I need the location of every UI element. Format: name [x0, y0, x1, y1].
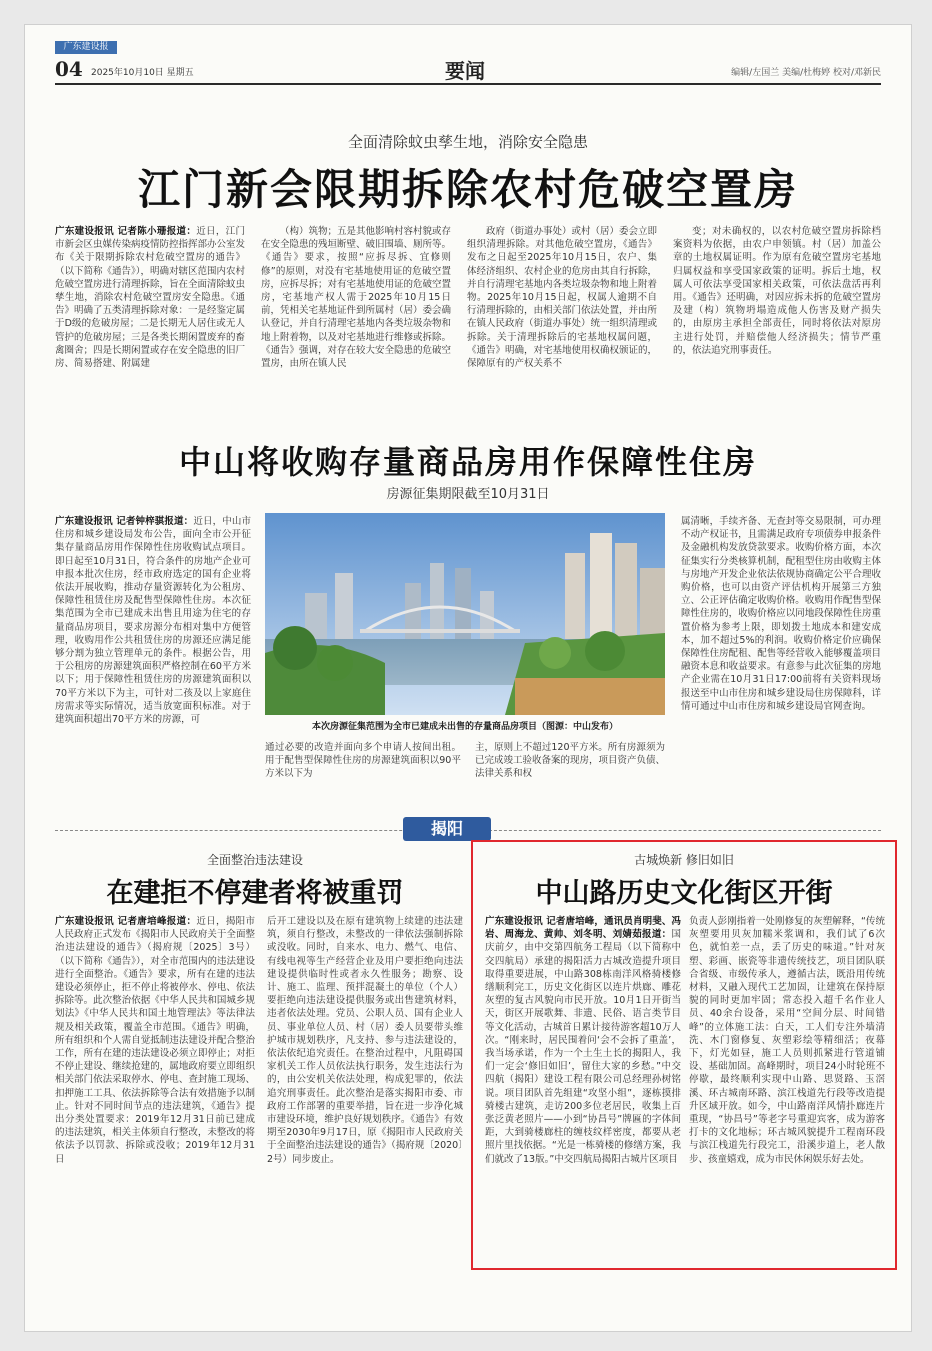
issue-date: 2025年10月10日 星期五 [91, 68, 194, 78]
article3-byline: 广东建设报讯 记者唐培峰报道： [55, 916, 197, 927]
article2-col3: 主，原则上不超过120平方米。所有房源须为已完成竣工验收备案的现房，项目资产负债、法律关系和权 [475, 742, 665, 780]
article3-col2: 后开工建设以及在原有建筑物上续建的违法建筑，须自行整改，未整改的一律依法强制拆除或没收。同时，自来水、电力、燃气、电信、有线电视等生产经营企业及用户要拒绝向违法建设提供临时性或者永久性服务；勘察、设计、施工、监理、预拌混凝土的单位（个人）要拒绝向违法建设提供服务或出售建筑材料，违者依法处理。党员、公职人员、国有企业人员、事业单位人员、村（居）委人员要带头维护城市规划秩序，凡支持、参与违法建设的，依法依纪追究责任。在整治过程中，凡阻碍国家机关工作人员依法执行职务，发生违法行为的，由公安机关依法处理，构成犯罪的，依法追究刑事责任。此次整治是落实揭阳市委、市政府工作部署的重要举措，旨在进一步净化城市建设环境，维护良好规划秩序。《通告》有效期至2030年9月17日，原《揭阳市人民政府关于全面整治违法建设的通告》（揭府规〔2020〕2号）同步废止。 [267, 916, 463, 1165]
article4-subtitle: 古城焕新 修旧如旧 [634, 853, 734, 867]
article4-col2: 负责人彭刚指着一处刚修复的灰塑解释，“传统灰塑要用贝灰加糯米浆调和，我们试了6次色，就怕差一点，丢了历史的味道。”针对灰塑、彩画、嵌瓷等非遗传统技艺，项目团队联合省级、市级传承人，遵循古法，既沿用传统材料，又融入现代工艺加固，让建筑在保持原貌的同时更加牢固；常态投入超千名作业人员、40余台设备，采用“空间分层、时间错峰”的立体施工法：白天，工人们专注外墙清洗、木门窗修复、灰塑彩绘等精细活；夜幕下，灯光如昼，施工人员则抓紧进行管道铺设、基础加固。高峰期时，项目24小时轮班不停歇，最终顺利实现中山路、思贤路、玉滘溪、环古城南环路、滨江栈道先行段等改造提升区域开放。如今，中山路南洋风情扑廊连片重现，“协昌号”等老字号重迎宾客，成为游客打卡的文化地标；环古城风貌提升工程南环段与滨江栈道先行段完工，沿溪步道上，老人散步、孩童嬉戏，成为市民休闲娱乐好去处。 [689, 916, 885, 1165]
masthead [55, 39, 881, 85]
article1-col2: （构）筑物；五是其他影响村容村貌或存在安全隐患的残垣断壁、破旧围墙、厕所等。《通告》要求，按照“应拆尽拆、宜修则修”的原则，对没有宅基地使用证的危破空置房，应拆尽拆；对有宅基地使用证的危破空置房，宅基地产权人需于2025年10月15日前，凭相关宅基地证件到所属村（居）委会确认登记，并自行清理宅基地内各类垃圾杂物和地上附着物，以及对宅基地进行维修或拆除。《通告》强调，对存在较大安全隐患的危破空置房，由所在镇人民 [261, 226, 451, 370]
article3-subtitle: 全面整治违法建设 [206, 853, 303, 867]
article1-subtitle: 全面清除蚊虫孳生地，消除安全隐患 [347, 133, 588, 151]
article4-col1: 广东建设报讯 记者唐培峰，通讯员肖明斐、冯岩、周海龙、黄帅、刘冬明、刘婧茹报道：国庆前夕，由中交第四航务工程局（以下简称中交四航局）承建的揭阳活力古城改造提升项目取得重要进展，中山路308栋南洋风格骑楼修缮顺利完工，历史文化街区以连片烘廊、雕花灰塑的复古风貌向市民开放。10月1日开街当天，街区开展歌舞、非遗、民俗、语言类节目等文化活动，古城首日累计接待游客超10万人次。“刚来时，居民围着问‘会不会拆了重盖’，我当场承诺，作为一个土生土长的揭阳人，我们一定会‘修旧如旧’，留住大家的乡愁。”中交四航（揭阳）建设工程有限公司总经理孙树铭说。项目团队首先组建“攻坚小组”，逐栋摸排骑楼古建筑，走访200多位老居民，收集上百张泛黄老照片——小到“协昌号”牌匾的字体间距，大到骑楼廊柱的缠枝纹样密度，都要从老照片里找依据。“光是一栋骑楼的修缮方案，我们就改了13版。”中交四航局揭阳古城片区项目 [485, 916, 681, 1165]
page-number: 04 [55, 57, 83, 81]
article1-col1: 广东建设报讯 记者陈小珊报道：近日，江门市新会区虫媒传染病疫情防控指挥部办公室发布《关于限期拆除农村危破空置房的通告》（以下简称《通告》），明确对辖区范围内农村危破空置房进行清理拆除，旨在全面清除蚊虫孳生地，消除农村危破空置房安全隐患。《通告》明确了五类清理拆除对象：一是经鉴定属于D级的危破房屋；二是长期无人居住或无人管护的危破房屋；三是各类长期闲置废弃的畜禽圈舍；四是长期闲置或存在安全隐患的旧厂房、简易搭建、附属建 [55, 226, 245, 370]
city-skyline-photo [265, 513, 665, 715]
newspaper-page [24, 24, 912, 1332]
article1-col3: 政府（街道办事处）或村（居）委会立即组织清理拆除。对其他危破空置房，《通告》发布之日起至2025年10月15日，农户、集体经济组织、农村企业的危房由其自行拆除，并自行清理宅基地内各类垃圾杂物和地上附着物。2025年10月15日起，权属人逾期不自行清理拆除的，由相关部门依法处置，并由所在镇人民政府（街道办事处）统一组织清理或拆除。关于清理拆除后的宅基地权属问题，《通告》明确，对宅基地使用权确权颁证的，保障原有的产权关系不 [467, 226, 657, 370]
section-name: 要闻 [445, 59, 485, 83]
article2-byline: 广东建设报讯 记者钟梓骐报道： [55, 516, 194, 527]
article1-byline: 广东建设报讯 记者陈小珊报道： [55, 226, 197, 237]
article2-col4: 属清晰，手续齐备、无查封等交易限制，可办理不动产权证书，且需满足政府专项债券申报条件及金融机构发放贷款要求。收购价格方面，本次征集实行分类核算机制，配租型住房由收购主体与房地产开发企业依法依规协商确定公平合理收购价格，也可以由资产评估机构开展第三方独立、公正评估确定收购价格。收购用作配售型保障性住房的，收购价格应以同地段保障性住房重置价格为参考上限，即划拨土地成本和建安成本，加不超过5%的利润。收购价格定价应确保保障性住房配租、配售等经营收入能够覆盖项目融资本息和收益要求。有意参与此次征集的房地产企业需在10月31日17:00前将有关资料现场报送至中山市住房和城乡建设局住房保障科，详情可通过中山市住房和城乡建设局官网查询。 [681, 516, 881, 712]
section-tag-jieyang: 揭阳 [403, 817, 491, 841]
editor-credits: 编辑/左国兰 美编/杜梅婷 校对/邓新民 [731, 68, 881, 78]
article3-col1: 广东建设报讯 记者唐培峰报道：近日，揭阳市人民政府正式发布《揭阳市人民政府关于全面整治违法建设的通告》（揭府规〔2025〕3号）（以下简称《通告》），对全市范围内的违法建设进行全面整治。《通告》要求，所有在建的违法建设必须停止，拒不停止将被停水、停电、依法拆除等。此次整治依据《中华人民共和国城乡规划法》《中华人民共和国土地管理法》等法律法规及相关政策，覆盖全市范围。《通告》明确，所有组织和个人需自觉抵制违法建设并配合整治工作，所有在建的违法建设必须立即停止；对拒不停止建设、继续抢建的，属地政府要立即组织相关部门依法采取停水、停电、查封施工现场、扣押施工工具、依法拆除等合法有效措施予以制止。针对不同时间节点的违法建筑，《通告》提出分类处置要求：2019年12月31日前已建成的违法建筑，相关主体须自行整改，未整改的将依法予以罚款、拆除或没收；2019年12月31日 [55, 916, 255, 1165]
article4-byline: 广东建设报讯 记者唐培峰，通讯员肖明斐、冯岩、周海龙、黄帅、刘冬明、刘婧茹报道： [485, 916, 681, 941]
photo-caption: 本次房源征集范围为全市已建成未出售的存量商品房项目（图源：中山发布） [311, 722, 618, 732]
article2-col2: 通过必要的改造并面向多个申请人按间出租。用于配售型保障性住房的房源建筑面积以90平方米以下为 [265, 742, 461, 780]
article2-title: 中山将收购存量商品房用作保障性住房 [178, 443, 757, 481]
newspaper-logo: 广东建设报 [55, 41, 117, 54]
article2-subtitle: 房源征集期限截至10月31日 [386, 487, 550, 502]
article4-title: 中山路历史文化街区开街 [535, 878, 833, 909]
article1-col4: 变；对未确权的，以农村危破空置房拆除档案资料为依据，由农户申领镇。村（居）加盖公章的土地权属证明。作为原有危破空置房宅基地归属权益和享受国家政策的证明。拆后土地，权属人可依法享受国家相关政策，可依法盘活再利用。《通告》还明确，对因应拆未拆的危破空置房及建（构）筑物坍塌造成他人伤害及财产损失的，由原房主承担全部责任，同时将依法对原房主进行处罚，并赔偿他人经济损失；情节严重的，依法追究刑事责任。 [673, 226, 881, 356]
article1-title: 江门新会限期拆除农村危破空置房 [137, 165, 798, 214]
article3-title: 在建拒不停建者将被重罚 [106, 878, 404, 909]
article2-col1: 广东建设报讯 记者钟梓骐报道：近日，中山市住房和城乡建设局发布公告，面向全市公开征集存量商品房用作保障性住房收购试点项目。即日起至10月31日，符合条件的房地产企业可申报本批次住房，经市政府选定的国有企业将依法开展收购，推动存量资源转化为公租房、保障性租赁住房及配售型保障性住房。本次征集范围为全市已建成未出售且用途为住宅的存量商品房项目，要求房源分布相对集中方便管理，收购用作公共租赁住房的房源还应满足能够分割为独立管理单元的条件。根据公告，用于公租房的房源建筑面积严格控制在60平方米以下；用于保障性租赁住房的房源建筑面积以70平方米以下为主，可针对二孩及以上家庭住房需求等实际情况，适当放宽面积标准。对于建筑面积超出70平方米的房源，可 [55, 516, 251, 726]
